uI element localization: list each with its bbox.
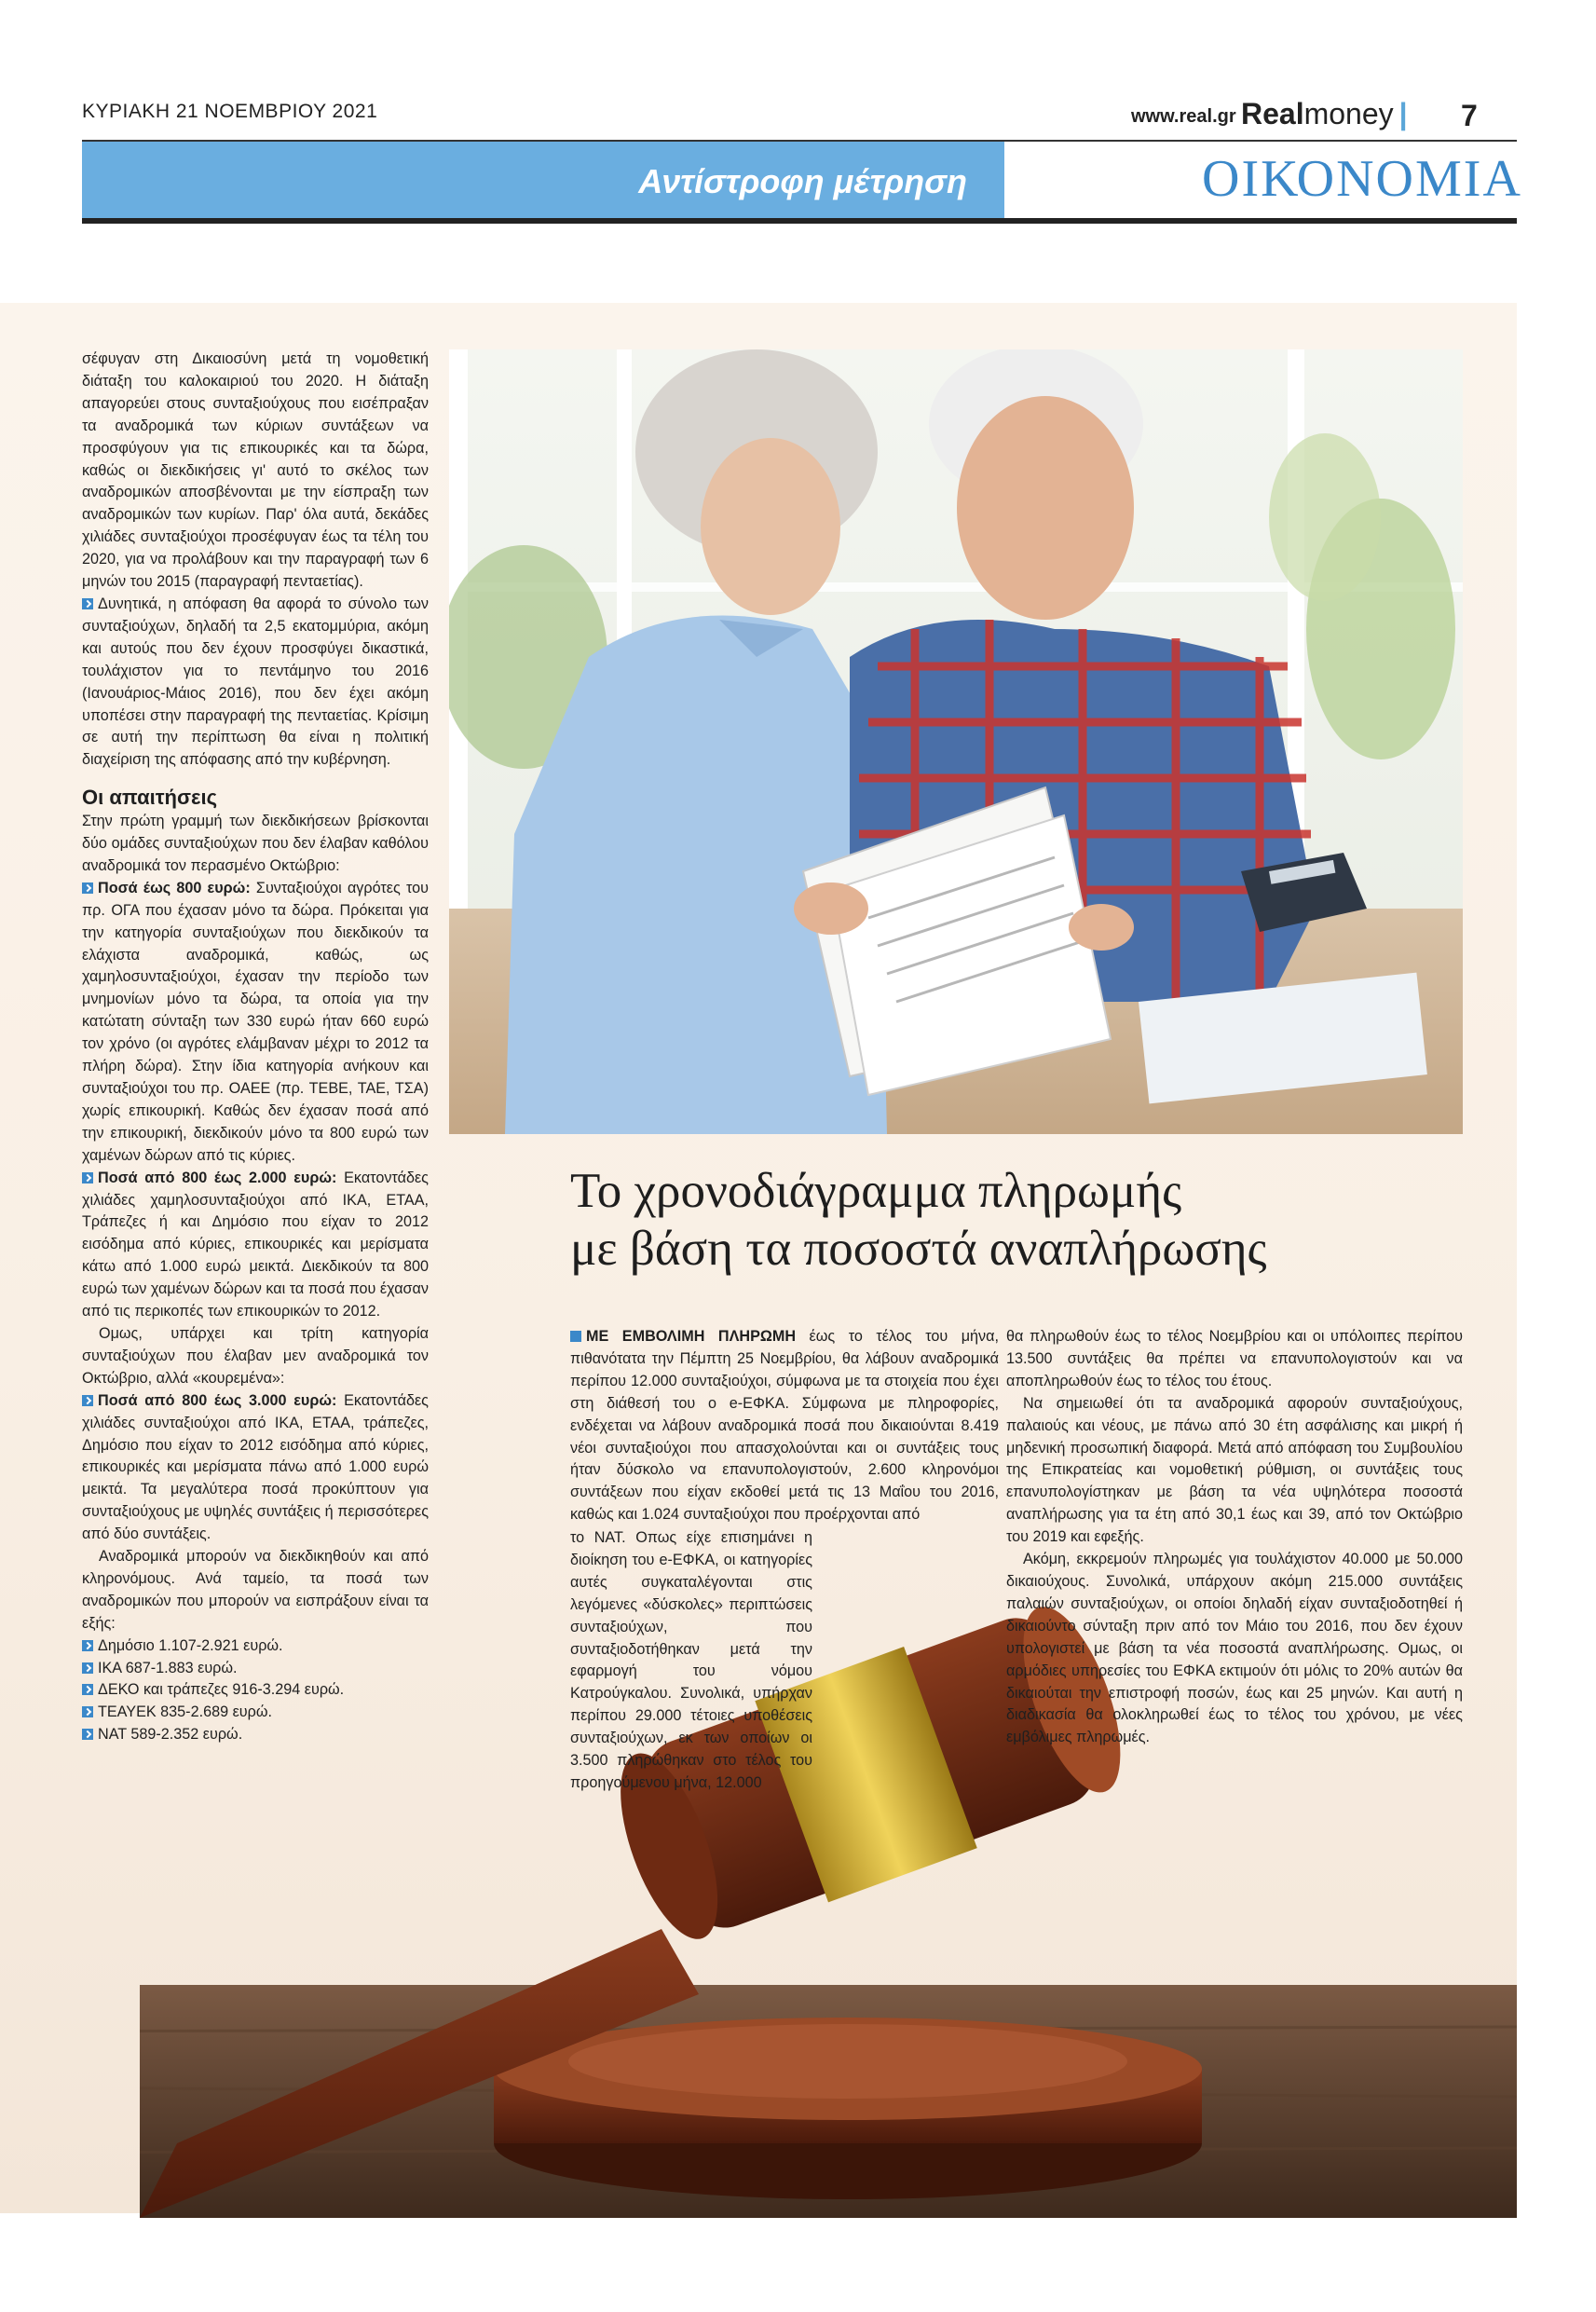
publication-logo <box>1241 97 1408 131</box>
bullet-arrow-icon <box>82 1729 93 1740</box>
right-paragraph-1: θα πληρωθούν έως το τέλος Νοεμβρίου και οι υπόλοιπες περίπου 13.500 συντάξεις θα πρέπει να επανυπολογιστούν και να αποπληρωθούν έως το τέλος του έτους. <box>1006 1328 1463 1389</box>
left-paragraph-4: Ομως, υπάρχει και τρίτη κατηγορία συνταξιούχων που έλαβαν μεν αναδρομικά τον Οκτώβριο, αλλά «κουρεμένα»: <box>82 1324 429 1387</box>
bullet-text: Εκατοντάδες χιλιάδες χαμηλοσυνταξιούχοι από ΙΚΑ, ΕΤΑΑ, Τράπεζες ή και Δημόσιο που είχαν το 2012 εισόδημα από κύριες, επικουρικές και μερίσματα κάτω από 1.000 ευρώ μεικτά. Διεκδικούν τα 800 ευρώ των χαμένων δώρων και τα ποσά που έχασαν από τις περικοπές των επικουρικών το 2012. <box>82 1169 429 1320</box>
lead-marker-icon <box>570 1331 581 1342</box>
middle-column-top <box>570 1326 999 1526</box>
left-paragraph-3: Στην πρώτη γραμμή των διεκδικήσεων βρίσκονται δύο ομάδες συνταξιούχων που δεν έλαβαν καθόλου αναδρομικά τον περασμένο Οκτώβριο: <box>82 813 429 874</box>
left-paragraph-1: σέφυγαν στη Δικαιοσύνη μετά τη νομοθετική διάταξη του καλοκαιριού του 2020. Η διάταξη απαγορεύει στους συνταξιούχους που εισέπραξαν τα αναδρομικά των κύριων συντάξεων να προσφύγουν για τις επικουρικές και τα δώρα, καθώς οι διεκδικήσεις γι' αυτό το σκέλος των αναδρομικών αποσβένονται με την είσπραξη των αναδρομικών των κυρίων. Παρ' όλα αυτά, δεκάδες χιλιάδες συνταξιούχοι προσέφυγαν έως τα τέλη του 2020, για να προλάβουν και την παραγραφή των 6 μηνών του 2015 (παραγραφή πενταετίας). <box>82 350 429 591</box>
lead-text: ΜΕ ΕΜΒΟΛΙΜΗ ΠΛΗΡΩΜΗ <box>586 1328 797 1345</box>
bullet-arrow-icon <box>82 1684 93 1695</box>
bullet-arrow-icon <box>82 1706 93 1717</box>
bullet-text: Εκατοντάδες χιλιάδες συνταξιούχοι από ΙΚΑ, ΕΤΑΑ, τράπεζες, Δημόσιο που είχαν το 2012 εισόδημα από κύριες, επικουρικές και μερίσματα πάνω από 1.000 ευρώ μεικτά. Τα μεγαλύτερα ποσά προκύπτουν για συνταξιούχους με υψηλές συντάξεις ή περισσότερες από δύο συντάξεις. <box>82 1391 429 1543</box>
bullet-lead: Ποσά έως 800 ευρώ: <box>98 879 251 896</box>
left-paragraph-2-text: Δυνητικά, η απόφαση θα αφορά το σύνολο των συνταξιούχων, δηλαδή τα 2,5 εκατομμύρια, ακόμη και αυτούς που δεν έχουν προσφύγει δικαστικά, τουλάχιστον για το πεντάμηνο του 2016 (Ιανουάριος-Μάιος 2016), που δεν έχει ακόμη υποπέσει στην παραγραφή της πενταετίας. Κρίσιμη σε αυτή την περίπτωση θα είναι η πολιτική διαχείριση της απόφασης από την κυβέρνηση. <box>82 595 429 769</box>
article-photo <box>449 349 1463 1134</box>
subheading: Οι απαιτήσεις <box>82 786 218 810</box>
headline-line-2: με βάση τα ποσοστά αναπλήρωσης <box>570 1222 1267 1276</box>
brand-light: money <box>1303 97 1394 130</box>
brand-separator: | <box>1398 97 1408 130</box>
left-paragraph-2 <box>82 594 429 772</box>
right-paragraph-2: Να σημειωθεί ότι τα αναδρομικά αφορούν συνταξιούχους, παλαιούς και νέους, με πάνω από 30 έτη ασφάλισης και μικρή ή μηδενική προσωπική διαφορά. Μετά από απόφαση του Συμβουλίου της Επικρατείας και νομοθετική ρύθμιση, οι συντάξεις τους επανυπολογίστηκαν με βάση τα νέα υψηλότερα ποσοστά αναπλήρωσης για τα έτη από 30,1 έως και 39, από τον Οκτώβριο του 2019 και εφεξής. <box>1006 1394 1463 1546</box>
list-item-text: ΝΑΤ 589-2.352 ευρώ. <box>98 1726 243 1744</box>
bullet-arrow-icon <box>82 1662 93 1674</box>
list-item-text: ΙΚΑ 687-1.883 ευρώ. <box>98 1659 238 1676</box>
middle-column-bottom <box>570 1527 812 1795</box>
bullet-arrow-icon <box>82 598 93 609</box>
brand-bold: Real <box>1241 97 1304 130</box>
bullet-arrow-icon <box>82 1172 93 1183</box>
middle-paragraph-1 <box>570 1326 999 1526</box>
bullet-item-1 <box>82 878 429 1168</box>
bullet-lead: Ποσά από 800 έως 2.000 ευρώ: <box>98 1169 337 1186</box>
header-rule-bottom <box>82 218 1517 224</box>
list-item-text: ΔΕΚΟ και τράπεζες 916-3.294 ευρώ. <box>98 1681 345 1699</box>
elderly-couple-illustration <box>449 349 1463 1134</box>
issue-date: ΚΥΡΙΑΚΗ 21 ΝΟΕΜΒΡΙΟΥ 2021 <box>82 101 378 122</box>
headline-line-1: Το χρονοδιάγραμμα πληρωμής <box>570 1164 1182 1218</box>
section-title: ΟΙΚΟΝΟΜΙΑ <box>1202 150 1522 208</box>
page-number: 7 <box>1461 99 1478 132</box>
section-banner <box>82 142 1004 218</box>
website-url[interactable]: www.real.gr <box>1131 106 1236 127</box>
bullet-arrow-icon <box>82 882 93 894</box>
list-item-text: ΤΕΑΥΕΚ 835-2.689 ευρώ. <box>98 1703 272 1721</box>
right-paragraph-3: Ακόμη, εκκρεμούν πληρωμές για τουλάχιστον 40.000 με 50.000 δικαιούχους. Συνολικά, υπάρχουν ακόμη 215.000 συντάξεις παλαιών συνταξιούχων, οι οποίοι δηλαδή είχαν συνταξιοδοτηθεί ή δικαιούντο σύνταξη πριν από τον Μάιο του 2016, που δεν έχουν υπολογιστεί με βάση τα νέα ποσοστά αναπλήρωσης. Ομως, οι αρμόδιες υπηρεσίες του ΕΦΚΑ εκτιμούν ότι μόλις το 20% αυτών θα δικαιούται την επιστροφή ποσών, έως και 25 μηνών. Και αυτή η διαδικασία θα ολοκληρωθεί έως το τέλος του χρόνου, με νέες εμβόλιμες πληρωμές. <box>1006 1551 1463 1746</box>
bullet-lead: Ποσά από 800 έως 3.000 ευρώ: <box>98 1391 337 1409</box>
bullet-arrow-icon <box>82 1395 93 1406</box>
left-paragraph-5: Αναδρομικά μπορούν να διεκδικηθούν και από κληρονόμους. Ανά ταμείο, τα ποσά των αναδρομικών που μπορούν να εισπράξουν είναι τα εξής: <box>82 1548 429 1632</box>
banner-title: Αντίστροφη μέτρηση <box>638 162 967 200</box>
list-item-text: Δημόσιο 1.107-2.921 ευρώ. <box>98 1636 283 1654</box>
article-headline <box>570 1162 1502 1278</box>
bullet-item-2 <box>82 1168 429 1323</box>
right-column <box>1006 1326 1463 1749</box>
bullet-text: Συνταξιούχοι αγρότες του πρ. ΟΓΑ που έχασαν μόνο τα δώρα. Πρόκειται για την κατηγορία συνταξιούχων που διεκδικούν τα ελάχιστα αναδρομικά, καθώς, ως χαμηλοσυνταξιούχοι, έχασαν την περίοδο των μνημονίων μόνο τα δώρα, τα οποία για την κατώτατη σύνταξη των 330 ευρώ ήταν 660 ευρώ τον χρόνο (οι αγρότες ελάμβαναν μέχρι το 2012 τα πλήρη δώρα). Στην ίδια κατηγορία ανήκουν και συνταξιούχοι του πρ. ΟΑΕΕ (πρ. ΤΕΒΕ, ΤΑΕ, ΤΣΑ) χωρίς επικουρική. Καθώς δεν έχασαν ποσά από την επικουρική, διεκδικούν μόνο τα 800 ευρώ των χαμένων δώρων από τις κύριες. <box>82 879 429 1164</box>
middle-paragraph-2: το ΝΑΤ. Οπως είχε επισημάνει η διοίκηση του e-ΕΦΚΑ, οι κατηγορίες αυτές συγκαταλέγονται στις λεγόμενες «δύσκολες» περιπτώσεις συνταξιούχων, που συνταξιοδοτήθηκαν μετά την εφαρμογή του νόμου Κατρούγκαλου. Συνολικά, υπήρχαν περίπου 29.000 τέτοιες υποθέσεις συνταξιούχων, εκ των οποίων οι 3.500 πληρώθηκαν στο τέλος του προηγούμενου μήνα, 12.000 <box>570 1529 812 1791</box>
bullet-arrow-icon <box>82 1640 93 1651</box>
middle-paragraph-1-text: έως το τέλος του μήνα, πιθανότατα την Πέμπτη 25 Νοεμβρίου, θα λάβουν αναδρομικά περίπου 12.000 συνταξιούχοι, σύμφωνα με τα στοιχεία που έχει στη διάθεσή του ο e-ΕΦΚΑ. Σύμφωνα με πληροφορίες, ενδέχεται να λάβουν αναδρομικά ποσά που δικαιούνται 8.419 νέοι συνταξιούχοι που απασχολούνται και οι συντάξεις τους ήταν δύσκολο να επανυπολογιστούν, 2.600 κληρονόμοι συντάξεων που είχαν εκδοθεί μετά τις 13 Μαΐου του 2016, καθώς και 1.024 συνταξιούχοι που προέρχονται από <box>570 1328 1000 1524</box>
